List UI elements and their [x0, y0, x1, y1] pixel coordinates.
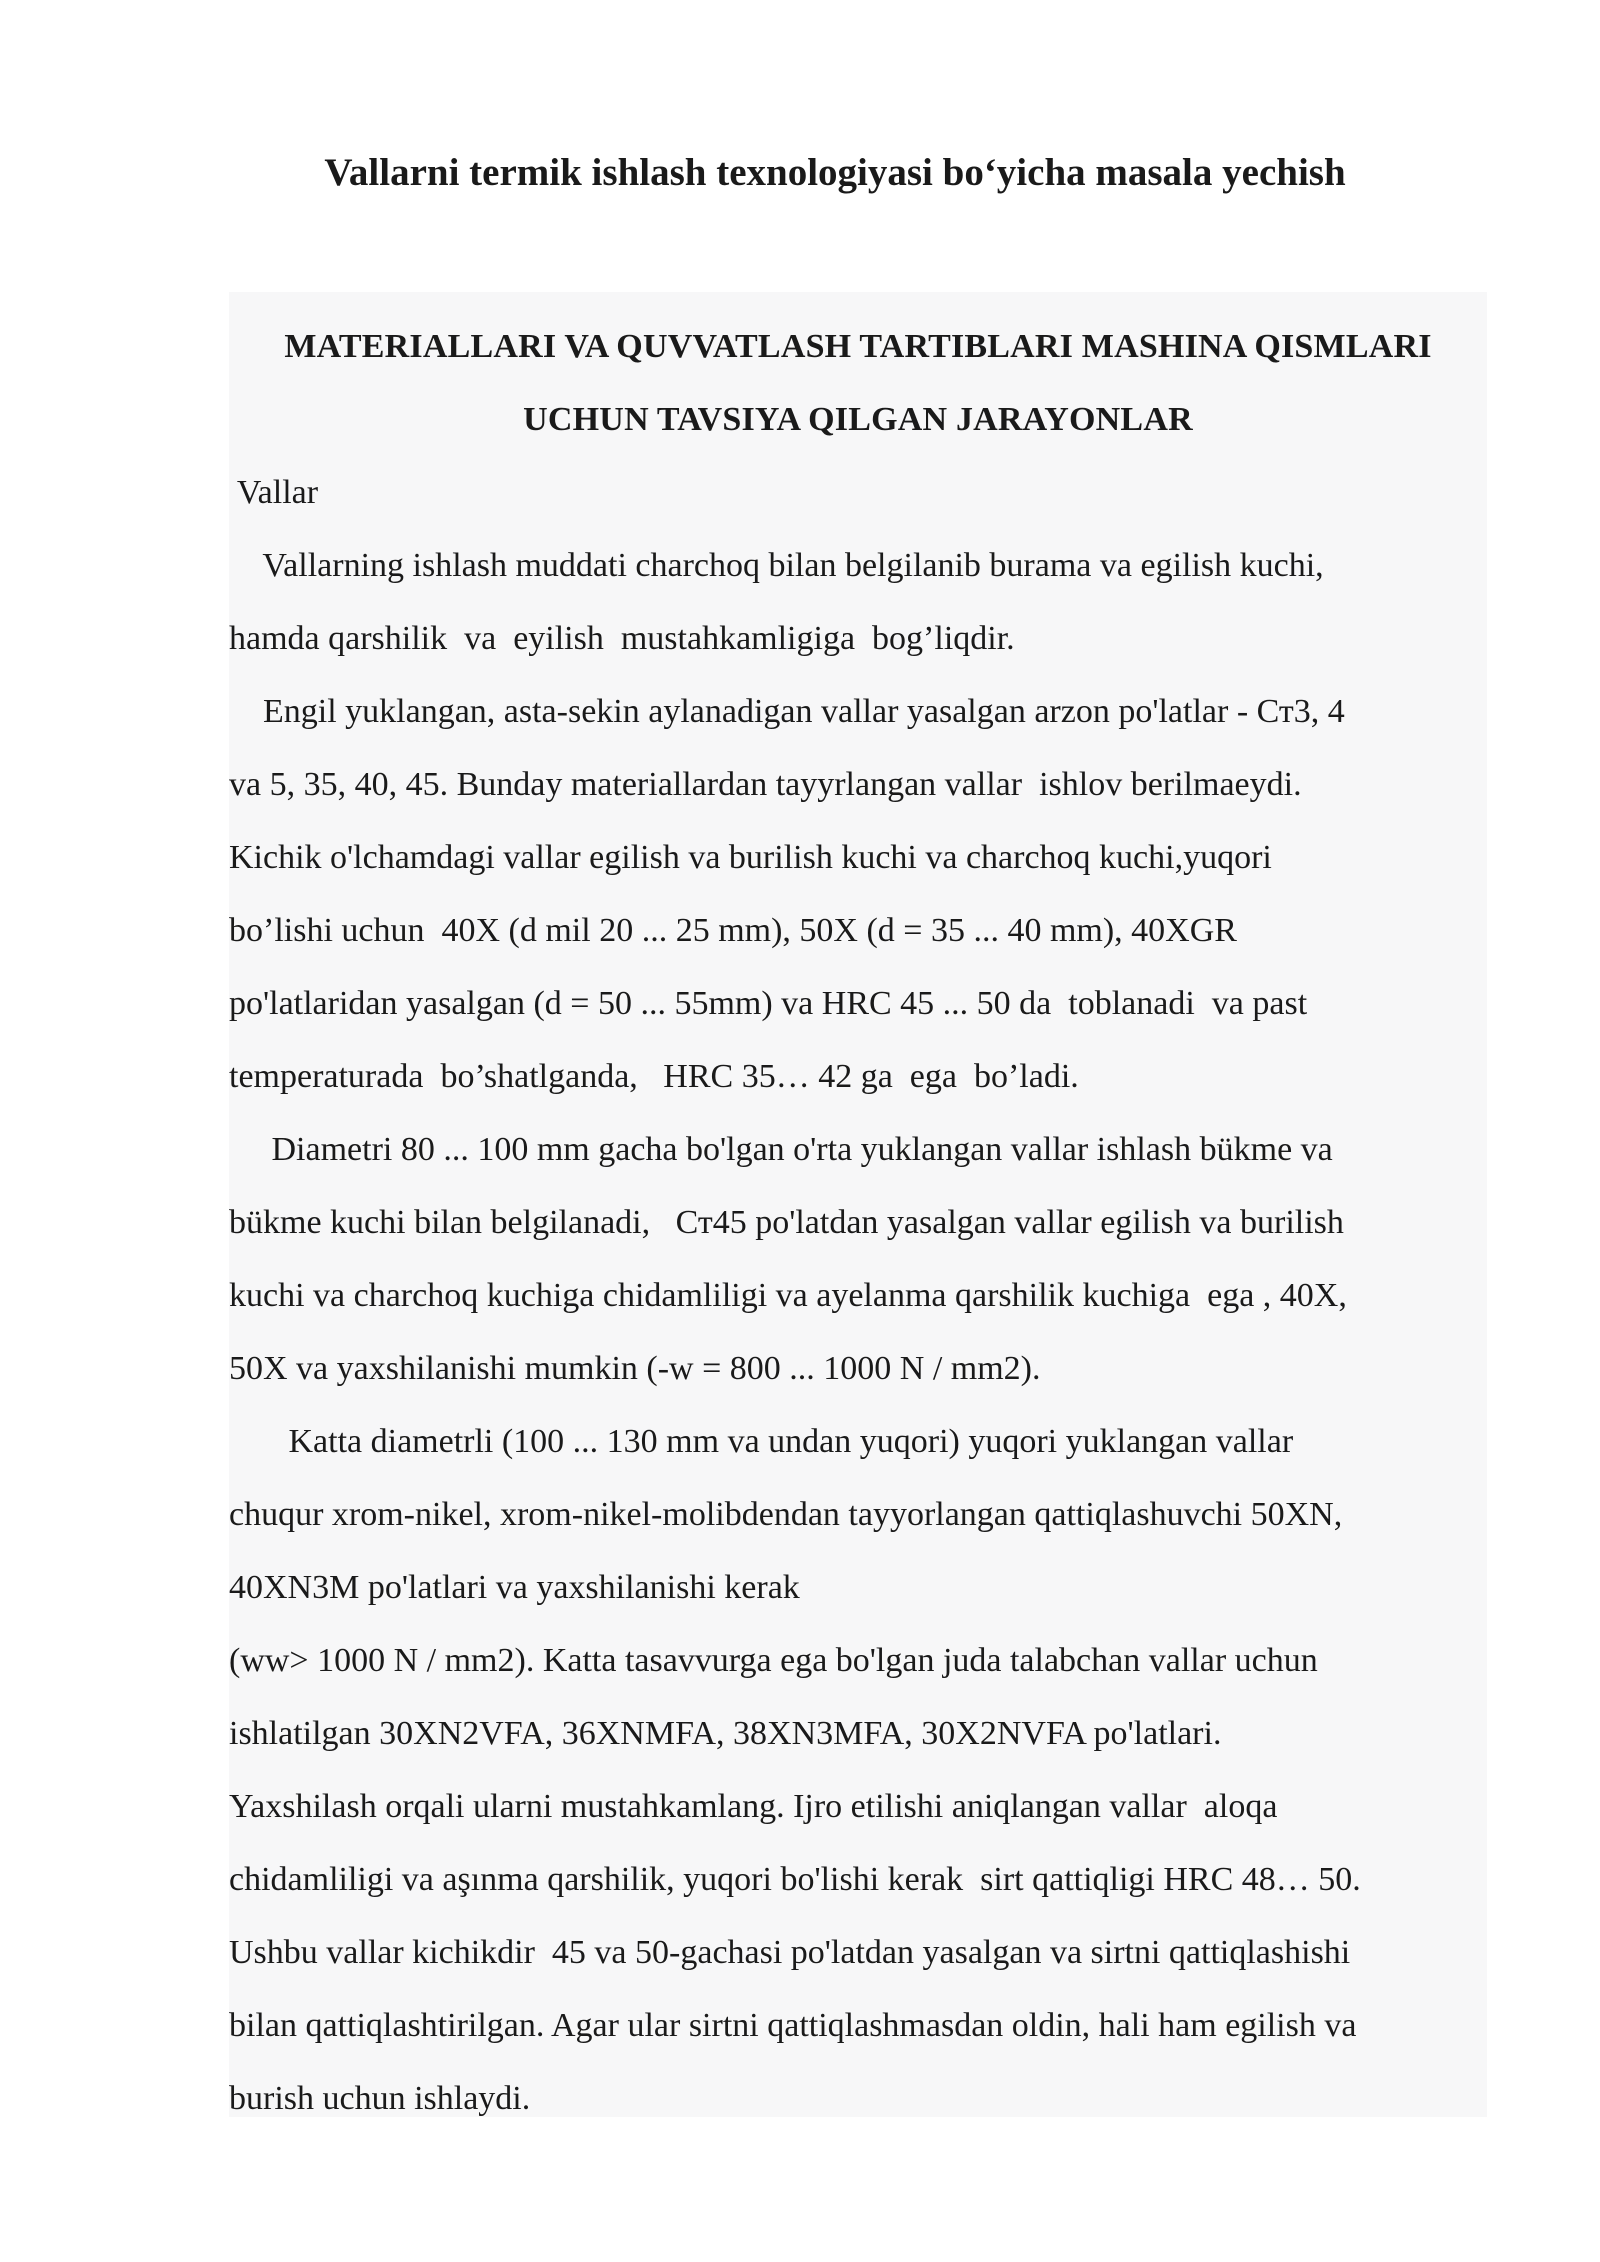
text-line: 40XN3M po'latlari va yaxshilanishi kerak — [229, 1569, 800, 1606]
text-line: va 5, 35, 40, 45. Bunday materiallardan tayyrlangan vallar ishlov berilmaeydi. — [229, 766, 1302, 803]
text-line: bükme kuchi bilan belgilanadi, Ст45 po'latdan yasalgan vallar egilish va burilish — [229, 1204, 1344, 1241]
text-line: po'latlaridan yasalgan (d = 50 ... 55mm) va HRC 45 ... 50 da toblanadi va past — [229, 985, 1308, 1022]
text-line: Yaxshilash orqali ularni mustahkamlang. Ijro etilishi aniqlangan vallar aloqa — [229, 1788, 1278, 1825]
text-line: burish uchun ishlaydi. — [229, 2080, 531, 2117]
text-line: temperaturada bo’shatlganda, HRC 35… 42 ga ega bo’ladi. — [229, 1058, 1079, 1095]
section-heading-line: MATERIALLARI VA QUVVATLASH TARTIBLARI MASHINA QISMLARI — [284, 328, 1432, 365]
text-line: bo’lishi uchun 40X (d mil 20 ... 25 mm), 50X (d = 35 ... 40 mm), 40XGR — [229, 912, 1237, 949]
subheading-vallar: Vallar — [229, 474, 319, 511]
body-text — [229, 456, 1487, 2135]
text-line: Ushbu vallar kichikdir 45 va 50-gachasi po'latdan yasalgan va sirtni qattiqlashishi — [229, 1934, 1351, 1971]
text-line: chuqur xrom-nikel, xrom-nikel-molibdendan tayyorlangan qattiqlashuvchi 50XN, — [229, 1496, 1343, 1533]
text-line: Kichik o'lchamdagi vallar egilish va burilish kuchi va charchoq kuchi,yuqori — [229, 839, 1272, 876]
text-line: Vallarning ishlash muddati charchoq bilan belgilanib burama va egilish kuchi, — [229, 547, 1324, 584]
text-line: Katta diametrli (100 ... 130 mm va undan yuqori) yuqori yuklangan vallar — [229, 1423, 1294, 1460]
section-heading-line: UCHUN TAVSIYA QILGAN JARAYONLAR — [523, 401, 1193, 438]
text-line: (ww> 1000 N / mm2). Katta tasavvurga ega bo'lgan juda talabchan vallar uchun — [229, 1642, 1318, 1679]
section-heading — [229, 292, 1487, 456]
text-line: bilan qattiqlashtirilgan. Agar ular sirtni qattiqlashmasdan oldin, hali ham egilish va — [229, 2007, 1357, 2044]
text-line: kuchi va charchoq kuchiga chidamliligi va ayelanma qarshilik kuchiga ega , 40X, — [229, 1277, 1347, 1314]
text-line: chidamliligi va aşınma qarshilik, yuqori bo'lishi kerak sirt qattiqligi HRC 48… 50. — [229, 1861, 1361, 1898]
text-line: ishlatilgan 30XN2VFA, 36XNMFA, 38XN3MFA, 30X2NVFA po'latlari. — [229, 1715, 1222, 1752]
text-line: hamda qarshilik va eyilish mustahkamligiga bog’liqdir. — [229, 620, 1015, 657]
text-line: 50X va yaxshilanishi mumkin (-w = 800 ... 1000 N / mm2). — [229, 1350, 1041, 1387]
content-block — [229, 292, 1487, 2117]
text-line: Engil yuklangan, asta-sekin aylanadigan vallar yasalgan arzon po'latlar - Ст3, 4 — [229, 693, 1345, 730]
document-title: Vallarni termik ishlash texnologiyasi bo‘yicha masala yechish — [324, 151, 1346, 194]
text-line: Diametri 80 ... 100 mm gacha bo'lgan o'rta yuklangan vallar ishlash bükme va — [229, 1131, 1333, 1168]
